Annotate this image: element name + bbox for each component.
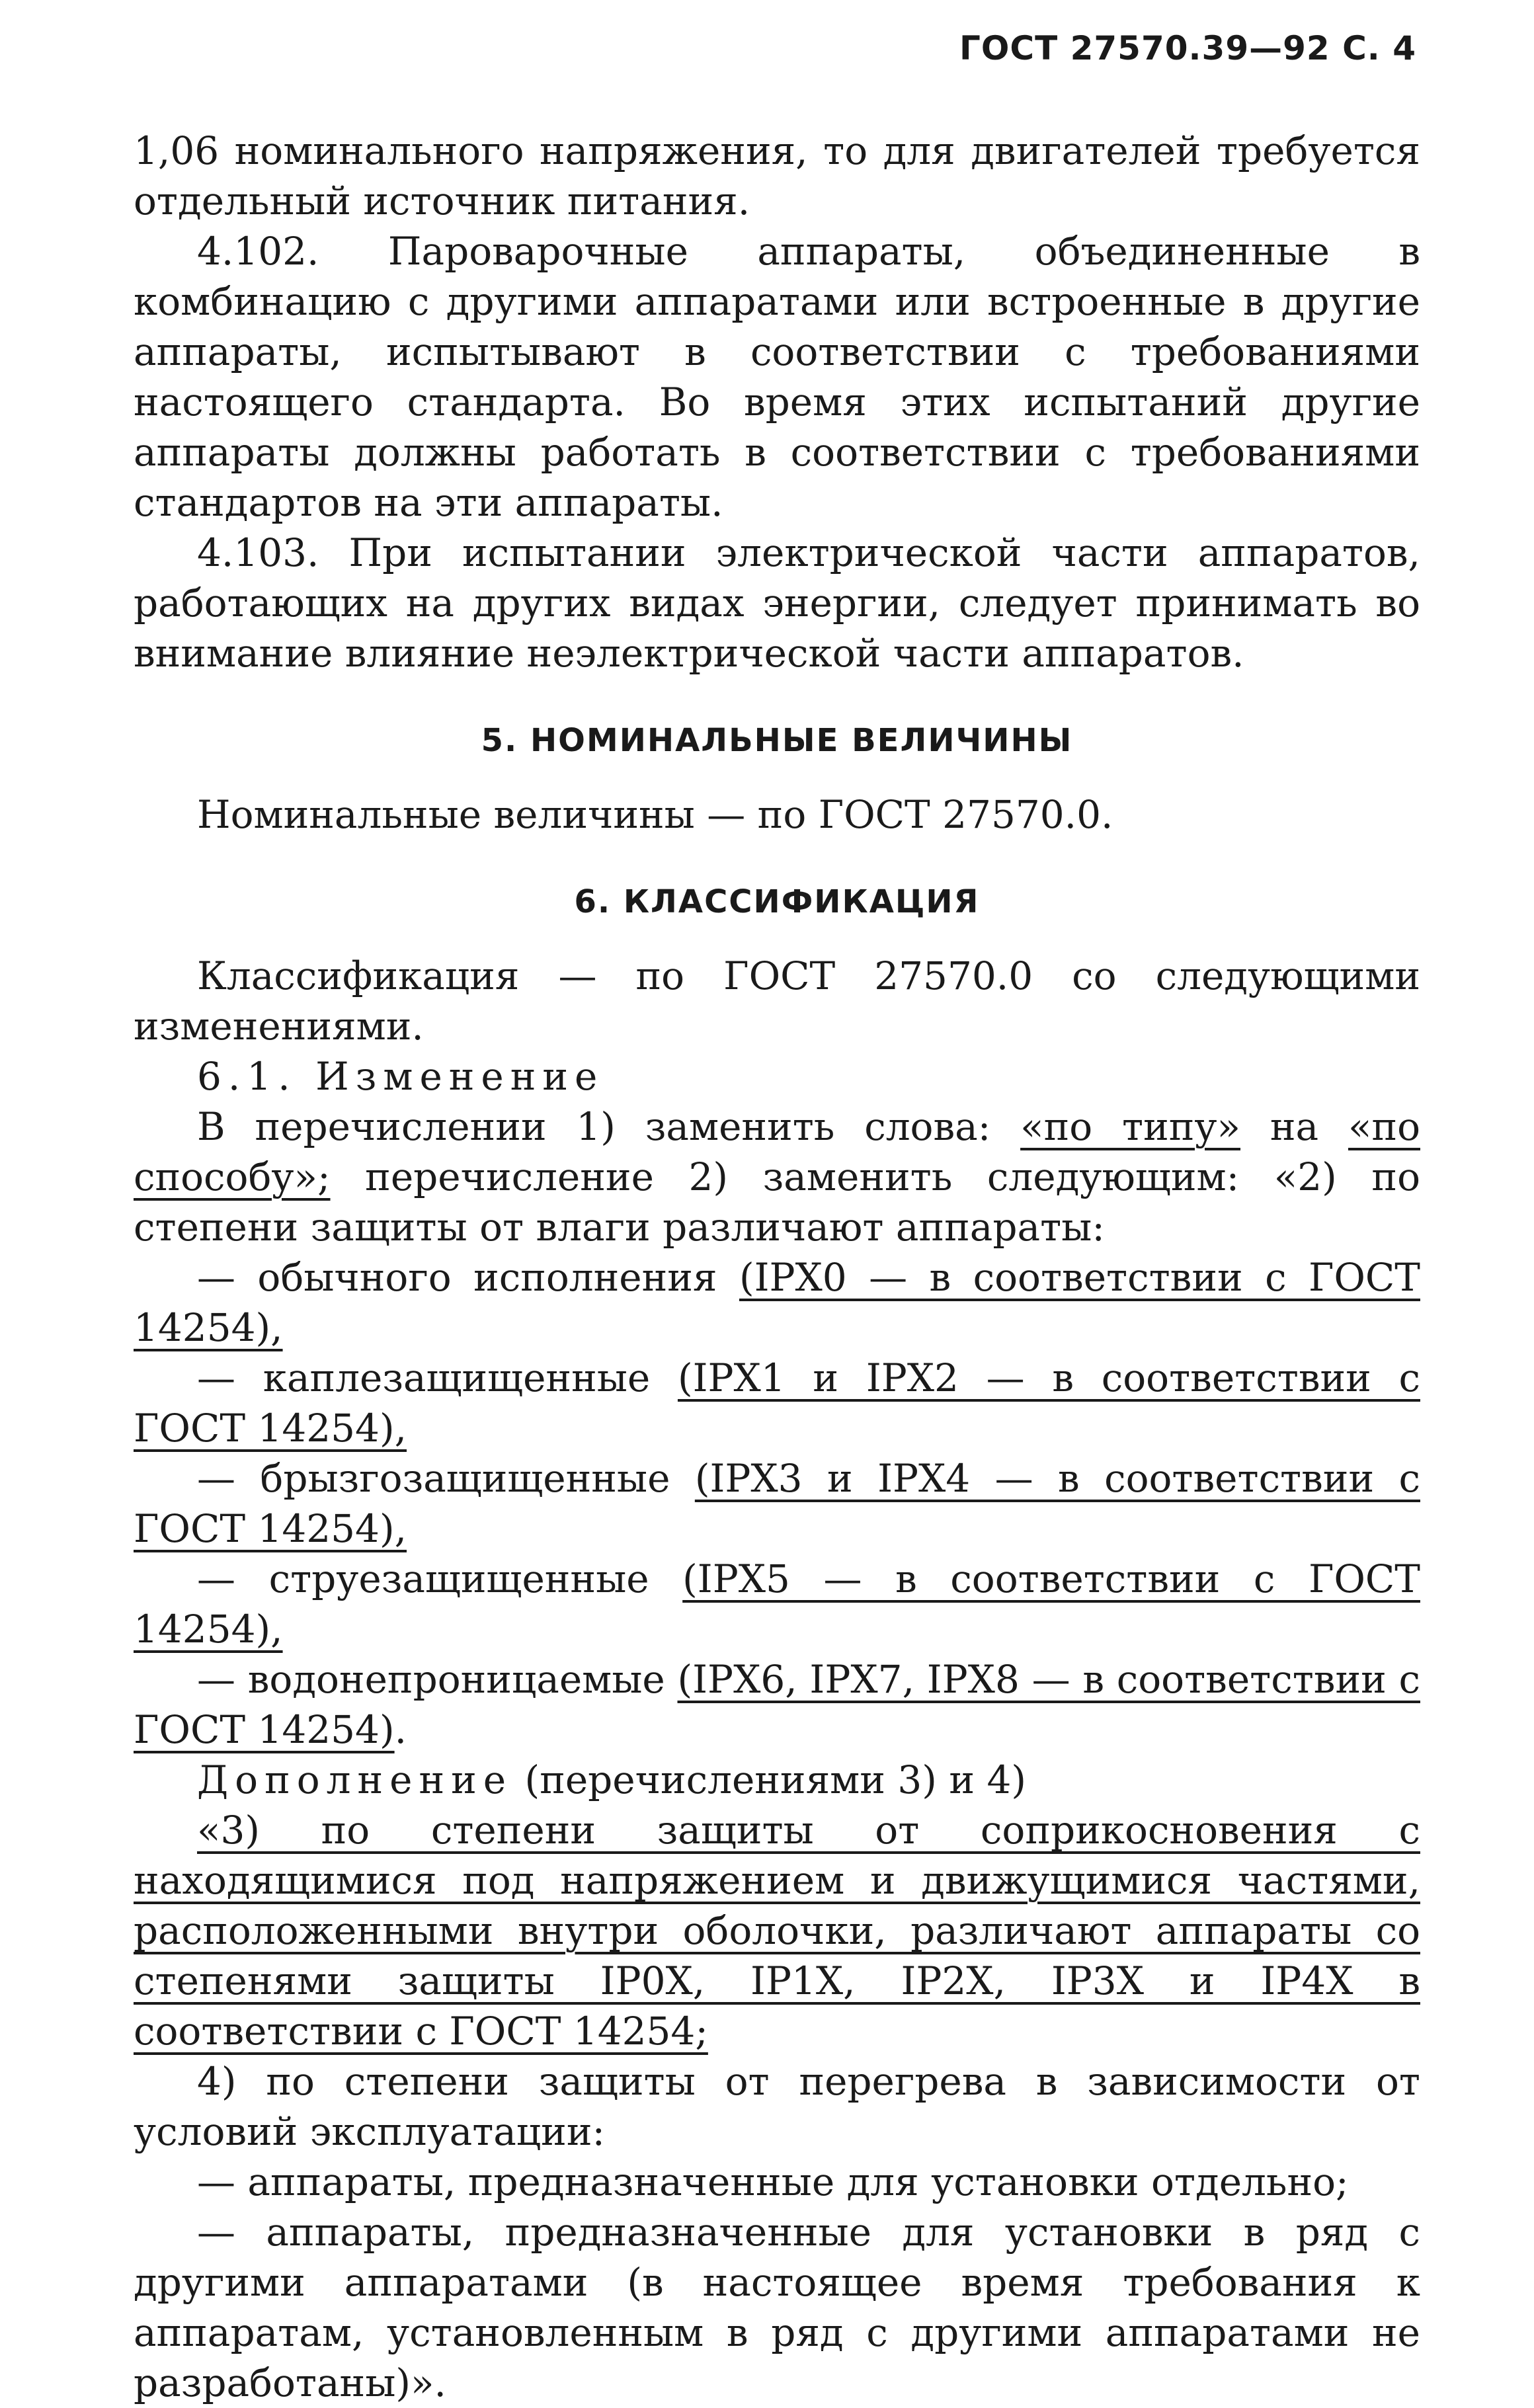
list-item-label: — струезащищенные bbox=[197, 1556, 683, 1601]
list-item-spec: (IPX6, IPX7, IPX8 — в соответствии с ГОСТ 14254) bbox=[134, 1657, 1420, 1752]
change-heading: 6.1. Изменение bbox=[197, 1054, 604, 1099]
item-4a-paragraph: — аппараты, предназначенные для установки отдельно; bbox=[197, 2159, 1349, 2204]
section-6-title: 6. КЛАССИФИКАЦИЯ bbox=[574, 883, 980, 920]
list-item-watertight bbox=[134, 1654, 1420, 1755]
paragraph-4-103: 4.103. При испытании электрической части аппаратов, работающих на других видах энергии, следует принимать во внимание влияние неэлектрической части аппаратов. bbox=[134, 530, 1420, 676]
list-item-jet-proof bbox=[134, 1554, 1420, 1654]
list-item-label: — водонепроницаемые bbox=[197, 1657, 678, 1702]
item-4b-paragraph: — аппараты, предназначенные для установки в ряд с другими аппаратами (в настоящее время требования к аппаратам, установленным в ряд с другими аппаратами не разработаны)». bbox=[134, 2210, 1420, 2405]
list-item-label: — каплезащищенные bbox=[197, 1355, 678, 1400]
replace-text-c: на bbox=[1240, 1104, 1348, 1149]
list-item-label: — брызгозащищенные bbox=[197, 1456, 695, 1501]
list-item-label: — обычного исполнения bbox=[197, 1255, 739, 1300]
document-body bbox=[134, 126, 1420, 2408]
section-6-intro: Классификация — по ГОСТ 27570.0 со следующими изменениями. bbox=[134, 953, 1420, 1049]
replacement-paragraph bbox=[134, 1102, 1420, 1252]
item-4-paragraph: 4) по степени защиты от перегрева в зависимости от условий эксплуатации: bbox=[134, 2059, 1420, 2154]
list-item-ordinary bbox=[134, 1252, 1420, 1353]
list-item-spec: (IPX5 — в соответствии с ГОСТ 14254), bbox=[134, 1556, 1420, 1652]
list-item-spec: (IPX3 и IPX4 — в соответствии с ГОСТ 14254), bbox=[134, 1456, 1420, 1551]
section-5-text: Номинальные величины — по ГОСТ 27570.0. bbox=[197, 792, 1113, 837]
list-item-spec: (IPX0 — в соответствии с ГОСТ 14254), bbox=[134, 1255, 1420, 1350]
addition-line bbox=[134, 1755, 1420, 1805]
list-item-spec: (IPX1 и IPX2 — в соответствии с ГОСТ 14254), bbox=[134, 1355, 1420, 1451]
replace-text-a: В перечислении 1) заменить слова: bbox=[197, 1104, 1021, 1149]
replace-text-d: «по способу»; bbox=[134, 1104, 1421, 1199]
replace-text-b: «по типу» bbox=[1020, 1104, 1241, 1149]
section-5-title: 5. НОМИНАЛЬНЫЕ ВЕЛИЧИНЫ bbox=[481, 722, 1073, 759]
list-item-drip-proof bbox=[134, 1353, 1420, 1453]
item-3-paragraph bbox=[134, 1805, 1420, 2056]
replace-text-e: перечисление 2) заменить следующим: «2) по степени защиты от влаги различают аппараты: bbox=[134, 1154, 1420, 1250]
item-3-text: «3) по степени защиты от соприкосновения с находящимися под напряжением и движущимися частями, расположенными внутри оболочки, различают аппараты со степенями защиты IP0X, IP1X, IP2X, IP3X и IP4X в соответствии с ГОСТ 14254; bbox=[134, 1808, 1420, 2054]
paragraph-4-102: 4.102. Пароварочные аппараты, объединенные в комбинацию с другими аппаратами или встроенные в другие аппараты, испытывают в соответствии с требованиями настоящего стандарта. Во время этих испытаний другие аппараты должны работать в соответствии с требованиями стандартов на эти аппараты. bbox=[134, 229, 1420, 525]
list-item-end: . bbox=[394, 1707, 407, 1752]
paragraph-continuation: 1,06 номинального напряжения, то для двигателей требуется отдельный источник питания. bbox=[134, 128, 1420, 223]
page-header: ГОСТ 27570.39—92 С. 4 bbox=[959, 29, 1416, 67]
addition-note: (перечислениями 3) и 4) bbox=[512, 1757, 1026, 1802]
list-item-splash-proof bbox=[134, 1453, 1420, 1554]
addition-heading: Дополнение bbox=[197, 1757, 513, 1802]
